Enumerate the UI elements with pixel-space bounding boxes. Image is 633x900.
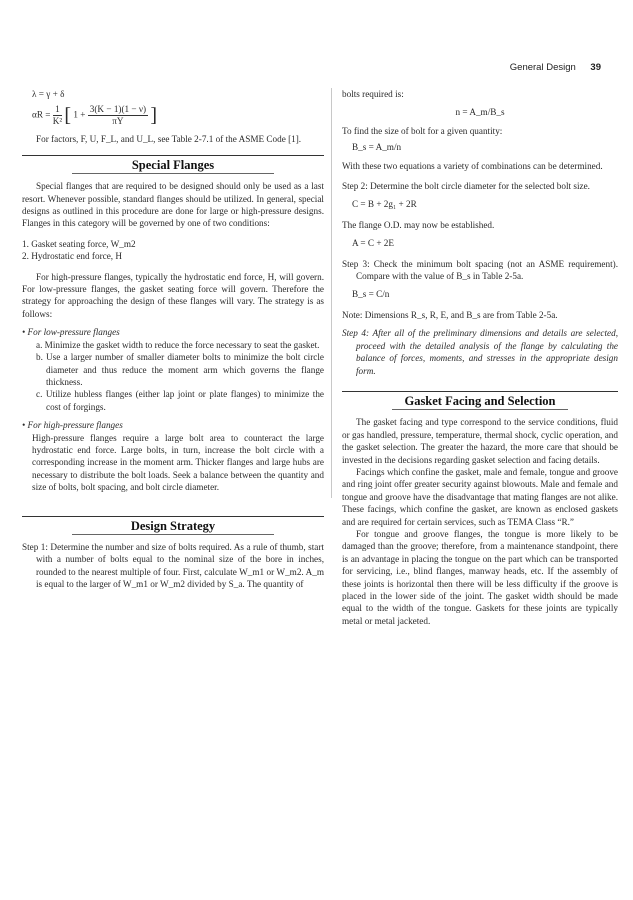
right-column <box>342 88 618 627</box>
paragraph: For high-pressure flanges, typically the hydrostatic end force, H, will govern. For low-pressure flanges, the gasket seating force will govern. Therefore the strategy for approaching the design of these flanges will vary. The strategy is as follows: <box>22 271 324 319</box>
step-4: Step 4: After all of the preliminary dimensions and details are selected, proceed with the detailed analysis of the flange by calculating the balance of forces, moments, and stresses in the appropriate design form. <box>342 328 618 376</box>
list-item: b. Use a larger number of smaller diameter bolts to minimize the bolt circle diameter and thus reduce the moment arm which governs the flange thickness. <box>36 352 324 387</box>
alpha-lhs: αR = <box>32 110 51 121</box>
design-strategy-section <box>22 516 324 591</box>
gasket-section <box>342 391 618 627</box>
section-heading-gasket: Gasket Facing and Selection <box>404 393 556 408</box>
column-divider <box>331 88 332 498</box>
bracket-left: [ <box>64 104 72 127</box>
bullet-heading-low-pressure: • For low-pressure flanges <box>22 327 120 338</box>
formula-bs: B_s = A_m/n <box>352 142 402 153</box>
alpha-fraction-2: $\frac{3(K - 1)(1 - \nu)}{\pi Y}$ <box>89 104 147 127</box>
list-item: 2. Hydrostatic end force, H <box>22 251 123 262</box>
bullet-heading-high-pressure: • For high-pressure flanges <box>22 420 123 431</box>
bracket-right: ] <box>150 104 158 127</box>
step-1: Step 1: Determine the number and size of bolts required. As a rule of thumb, start with a number of bolts equal to the nominal size of the bore in inches, rounded to the nearest multiple of four. First, calculate W_m1 or W_m2. A_m is equal to the larger of W_m1 or W_m2 divided by S_a. The quantity of <box>22 541 324 590</box>
section-heading-special-flanges: Special Flanges <box>131 157 215 172</box>
formula-c: C = B + 2g₁ + 2R <box>352 199 417 210</box>
low-pressure-list <box>36 339 324 413</box>
step-3: Step 3: Check the minimum bolt spacing (not an ASME requirement). Compare with the value of B_s in Table 2-5a. <box>342 258 618 282</box>
formula-bs-2: B_s = C/n <box>352 289 390 300</box>
page-number: 39 <box>590 62 601 73</box>
list-item: a. Minimize the gasket width to reduce the force necessary to seat the gasket. <box>36 339 320 350</box>
formula-n: n = A_m/B_s <box>455 107 505 118</box>
formula-a: A = C + 2E <box>352 238 395 249</box>
paragraph: To find the size of bolt for a given quantity: <box>342 125 503 136</box>
paragraph: bolts required is: <box>342 89 404 99</box>
step-2: Step 2: Determine the bolt circle diameter for the selected bolt size. <box>342 181 590 192</box>
paragraph: The flange O.D. may now be established. <box>342 219 495 230</box>
paragraph: The gasket facing and type correspond to the service conditions, fluid or gas handled, pressure, temperature, thermal shock, cyclic operation, and the gasket selection. The greater the hazard, the more care that should be invested in the decisions regarding gasket selection and facing details. <box>342 417 618 465</box>
special-flanges-section <box>22 155 324 494</box>
formula-lambda: λ = γ + δ <box>32 89 65 99</box>
paragraph: High-pressure flanges require a large bolt area to counteract the large hydrostatic end force. Large bolts, in turn, increase the bolt circle with a corresponding increase in the moment arm. Thicker flanges and large hubs are necessary to distribute the bolt loads. Seek a balance between the quantity and size of bolts, bolt spacing, and bolt circle diameter. <box>32 432 324 493</box>
running-title: General Design <box>509 62 576 73</box>
paragraph: Facings which confine the gasket, male and female, tongue and groove and ring joint offer greater security against blowouts. Male and female and tongue and groove have the disadvantage that mating flanges are not alike. These facings, which confine the gasket, are known as enclosed gaskets and are required for certain services, such as TEMA Class “R.” <box>342 466 618 527</box>
section-heading-design-strategy: Design Strategy <box>130 518 216 533</box>
paragraph: Special flanges that are required to be designed should only be used as a last resort. Whenever possible, standard flanges should be utilized. In general, special designs as outlined in this procedure are done for large or high-pressure designs. Flanges in this category will be governed by one of two conditions: <box>22 181 324 229</box>
left-column <box>22 88 324 591</box>
paragraph: For tongue and groove flanges, the tongue is more likely to be damaged than the groove; therefore, from a maintenance standpoint, there is an advantage in placing the tongue on the part which can be transported for servicing, i.e., blind flanges, manway heads, etc. If the assembly of these joints is horizontal then there will be less difficulty if the groove is placed in the lower side of the joint. The gasket width should be made equal to the width of the tongue. Gaskets for these joints are typically metal or metal jacketed. <box>342 528 618 626</box>
list-item: 1. Gasket seating force, W_m2 <box>22 238 136 249</box>
note-dimensions: Note: Dimensions R_s, R, E, and B_s are from Table 2-5a. <box>342 309 558 320</box>
factors-note: For factors, F, U, F_L, and U_L, see Table 2-7.1 of the ASME Code [1]. <box>36 134 302 145</box>
formula-alpha <box>32 104 324 127</box>
alpha-fraction-1: $\frac{1}{\text{K²}}$ <box>52 104 63 127</box>
list-item: c. Utilize hubless flanges (either lap joint or plate flanges) to minimize the cost of forgings. <box>36 389 324 412</box>
alpha-one-plus: 1 + <box>73 110 86 121</box>
running-header <box>510 62 601 73</box>
paragraph: With these two equations a variety of combinations can be determined. <box>342 160 603 171</box>
